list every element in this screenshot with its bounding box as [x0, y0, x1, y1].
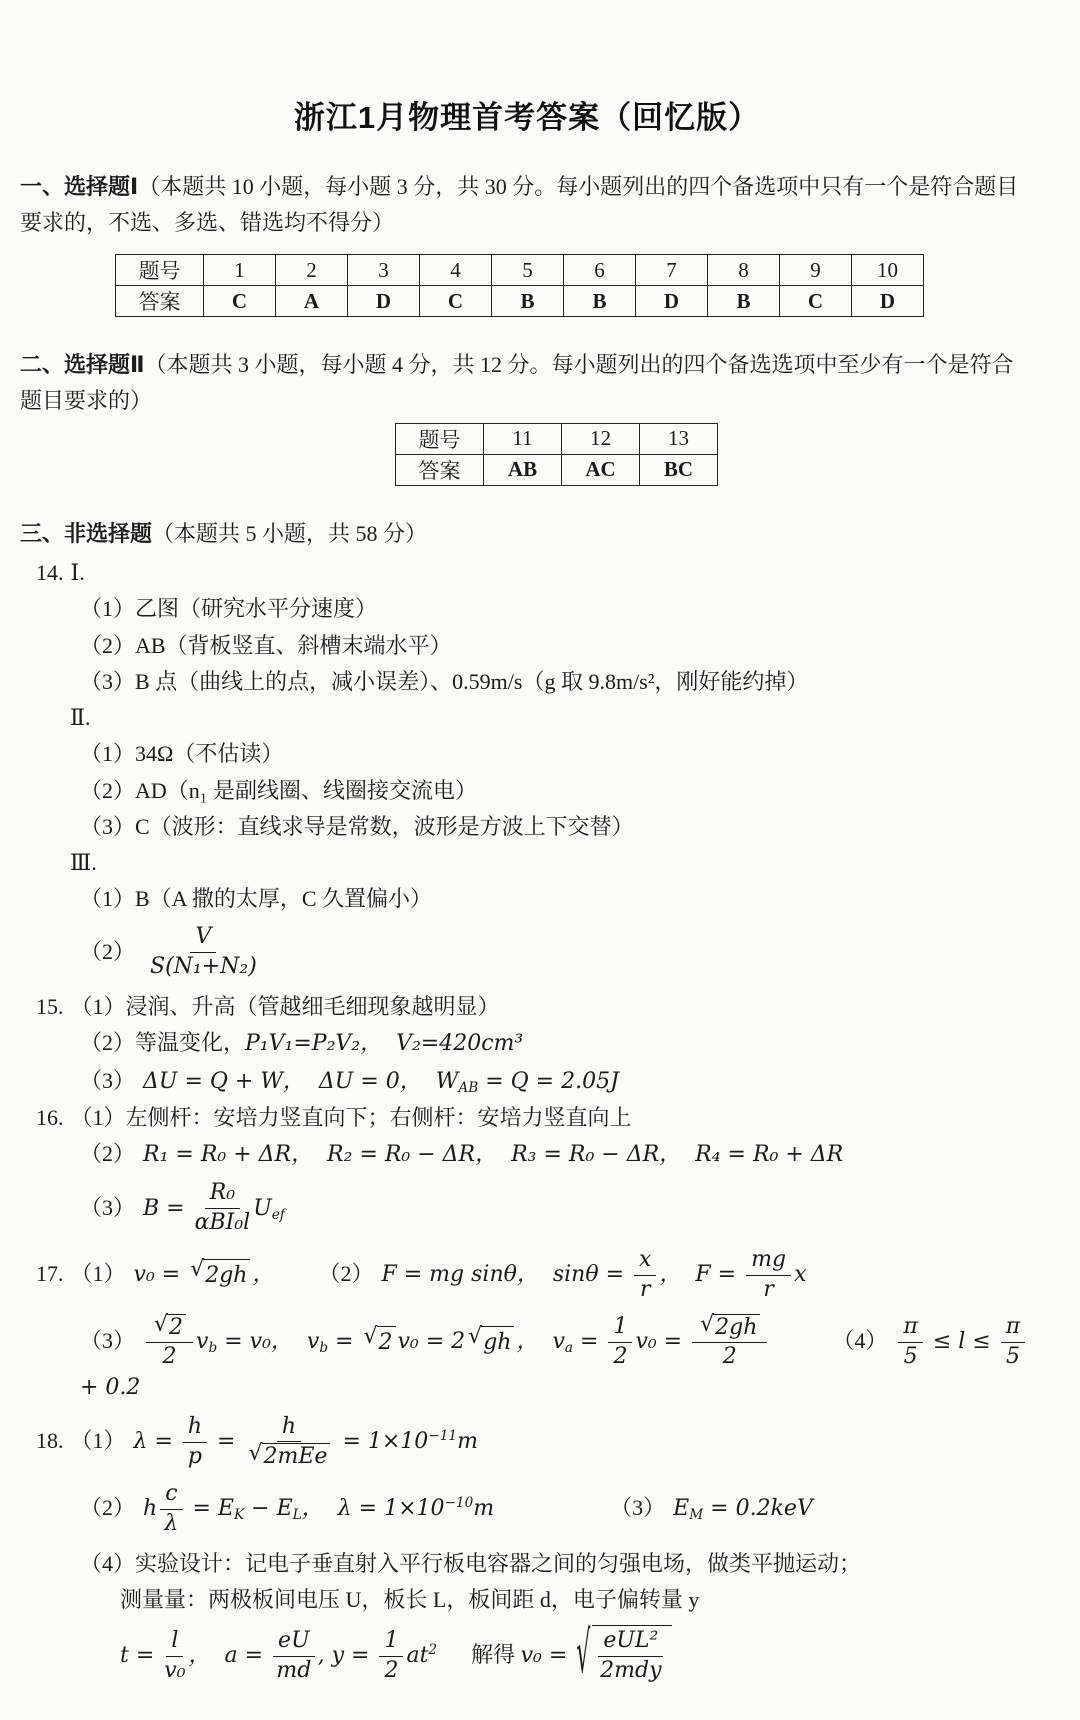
table-header-cell: 答案 — [116, 286, 204, 317]
math-token: √ — [363, 1324, 378, 1350]
formula-q18-1 — [70, 1413, 478, 1470]
part-roman-label: Ⅱ. — [70, 705, 91, 731]
math-token: − E — [244, 1496, 293, 1522]
math-token: gh — [481, 1326, 514, 1358]
math-token — [183, 1414, 207, 1471]
math-token: v₀ = — [133, 1262, 188, 1288]
math-token — [692, 1311, 767, 1344]
q17-item2 — [20, 1311, 1036, 1404]
math-token: = — [573, 1329, 606, 1355]
answer-text: （1）浸润、升高（管越细毛细现象越明显） — [70, 994, 500, 1020]
math-token: = v₀， v — [217, 1329, 320, 1355]
table-header-cell: 题号 — [396, 423, 484, 454]
answer-text: （1）乙图（研究水平分速度） — [80, 596, 378, 622]
math-token: AB — [458, 1079, 479, 1096]
q18-item2 — [20, 1481, 1034, 1538]
math-token — [608, 1314, 632, 1371]
q14-part1-item2 — [20, 630, 1034, 661]
math-token: 2 — [722, 1344, 737, 1370]
math-token: （2） — [80, 1141, 136, 1167]
math-token — [189, 1259, 250, 1291]
math-token: m — [473, 1496, 495, 1522]
answer-text: （3）C（波形：直线求导是常数，波形是方波上下交替） — [80, 813, 634, 839]
part-roman-label: Ⅲ. — [70, 850, 97, 875]
math-token: √ — [468, 1324, 483, 1350]
answer-text: （1）34Ω（不估读） — [80, 741, 284, 767]
math-token: −10 — [444, 1495, 474, 1512]
math-token: 1 — [379, 1628, 403, 1657]
table-cell: 7 — [636, 255, 708, 286]
formula-q17-1 — [70, 1246, 807, 1302]
q14-part3-item2 — [20, 924, 1034, 981]
math-token — [273, 1628, 315, 1685]
table-cell: 10 — [852, 255, 924, 286]
table-cell: 4 — [420, 255, 492, 286]
math-token: 2mdy — [600, 1658, 662, 1684]
math-token: U — [253, 1195, 272, 1221]
math-token: 2gh — [713, 1314, 760, 1342]
math-token: mg — [746, 1247, 791, 1276]
table-cell: 2 — [276, 255, 348, 286]
formula-q18-2 — [80, 1481, 813, 1536]
math-token: 2 — [613, 1343, 628, 1369]
q14-part2-item1 — [20, 738, 1034, 769]
section1-heading — [20, 169, 1034, 240]
math-token: = 1×10 — [335, 1429, 429, 1455]
math-token: 2 — [162, 1344, 177, 1370]
math-token: = E — [185, 1496, 234, 1522]
table-cell: 12 — [562, 423, 640, 454]
math-token: = Q = 2.05J — [478, 1068, 619, 1094]
table-answer-cell: B — [492, 286, 564, 317]
math-token: r — [639, 1276, 651, 1302]
math-token — [592, 1625, 672, 1687]
table-answer-cell: AC — [562, 454, 640, 485]
math-token — [692, 1311, 767, 1372]
question-number: 17. — [36, 1261, 64, 1287]
math-token — [164, 1628, 185, 1685]
math-token: t = — [120, 1643, 162, 1669]
math-token — [245, 1442, 332, 1471]
math-token: b — [319, 1340, 329, 1357]
math-token — [245, 1414, 332, 1472]
math-token: 2gh — [203, 1259, 250, 1291]
q14-part2-label-line — [20, 702, 1034, 733]
math-token: ， v — [516, 1329, 565, 1355]
math-token: c — [160, 1481, 182, 1510]
table-cell: 6 — [564, 255, 636, 286]
section1-answer-table — [115, 254, 924, 317]
math-token: v₀ — [164, 1657, 186, 1683]
table-cell: 3 — [348, 255, 420, 286]
table-cell: 1 — [204, 255, 276, 286]
table-answer-cell: D — [852, 286, 924, 317]
math-token: = — [328, 1329, 361, 1355]
math-token — [467, 1326, 514, 1358]
math-token — [699, 1311, 760, 1342]
formula-q16-2 — [80, 1142, 843, 1167]
math-token: m — [457, 1429, 478, 1455]
q14-part3-item1 — [20, 883, 1034, 914]
q18-item4 — [20, 1584, 1034, 1615]
math-token — [379, 1628, 403, 1685]
q14-part1-item3 — [20, 666, 1034, 697]
math-token: 5 — [1006, 1343, 1020, 1369]
math-token — [247, 1443, 330, 1471]
table-header-cell: 答案 — [396, 454, 484, 485]
math-token: （3） — [80, 1067, 136, 1093]
section2-label: 二、选择题Ⅱ — [20, 352, 145, 378]
table-cell: 8 — [708, 255, 780, 286]
math-token: h — [277, 1414, 301, 1443]
math-token: P₁V₁=P₂V₂， V₂=420cm³ — [245, 1031, 524, 1057]
section1-description: （本题共 10 小题，每小题 3 分，共 30 分。每小题列出的四个备选项中只有一个是符合题目要求的，不选、多选、错选均不得分） — [20, 174, 1019, 235]
math-token — [898, 1314, 922, 1371]
math-token: md — [276, 1657, 312, 1683]
q17-item1 — [20, 1247, 1034, 1304]
math-token — [153, 1311, 186, 1342]
math-token: ， a = — [188, 1643, 271, 1669]
q16-item1 — [20, 1102, 1034, 1133]
math-token: 5 — [903, 1343, 918, 1369]
question-number: 16. — [36, 1104, 64, 1130]
section2-heading — [20, 347, 1034, 418]
q14-part2-item3 — [20, 811, 1034, 842]
math-token: K — [234, 1507, 245, 1524]
math-token: = — [210, 1429, 243, 1455]
math-token — [195, 1180, 251, 1237]
formula-q16-3 — [80, 1180, 285, 1236]
answer-text: （2）AD（n₁ 是副线圈、线圈接交流电） — [80, 777, 477, 803]
table-row-answers — [116, 286, 924, 317]
math-token: v — [196, 1329, 209, 1355]
q16-item2 — [20, 1138, 1034, 1170]
answer-text: （1）B（A 撒的太厚，C 久置偏小） — [80, 886, 433, 912]
math-token: √ — [190, 1257, 205, 1283]
math-token: （3） — [80, 1328, 136, 1354]
table-answer-cell: C — [420, 286, 492, 317]
table-cell: 11 — [484, 423, 562, 454]
q18-item1 — [20, 1414, 1034, 1472]
math-token: 2 — [384, 1657, 399, 1683]
math-token: 2mEe — [262, 1443, 331, 1471]
math-token: √ — [700, 1311, 715, 1337]
math-token: −11 — [428, 1428, 458, 1445]
section3-heading — [20, 516, 1034, 552]
formula-q15-3 — [80, 1069, 619, 1094]
section2-answer-table — [395, 423, 718, 486]
math-token: 2 — [167, 1314, 186, 1342]
math-token: ， — [252, 1262, 275, 1288]
answer-text: （4）实验设计：记电子垂直射入平行板电容器之间的匀强电场，做类平抛运动； — [80, 1550, 862, 1576]
page-title: 浙江1月物理首考答案（回忆版） — [293, 100, 761, 135]
table-answer-cell: C — [204, 286, 276, 317]
table-header-cell: 题号 — [116, 255, 204, 286]
math-token: E — [673, 1496, 690, 1522]
math-token: （4） — [832, 1328, 888, 1354]
math-token: 2 — [428, 1641, 438, 1658]
math-token: = 0.2keV — [703, 1496, 813, 1522]
answer-text: （1）左侧杆：安培力竖直向下；右侧杆：安培力竖直向上 — [70, 1104, 632, 1130]
math-token: v₀ = 2 — [397, 1329, 466, 1355]
math-token: , y = — [317, 1643, 377, 1669]
math-token: （2）等温变化， — [80, 1030, 246, 1056]
answer-text: 测量量：两极板间电压 U，板长 L，板间距 d，电子偏转量 y — [120, 1587, 700, 1613]
q14-part3-label-line — [20, 847, 1034, 878]
math-token: （1） — [70, 1428, 126, 1454]
table-answer-cell: B — [564, 286, 636, 317]
math-token: （1） — [70, 1261, 126, 1287]
math-token: M — [689, 1507, 704, 1524]
table-answer-cell: A — [276, 286, 348, 317]
math-token: αBI₀l — [194, 1210, 251, 1236]
math-token: R₁ = R₀ + ΔR， R₂ = R₀ − ΔR， R₃ = R₀ − ΔR， R₄ = R₀ + ΔR — [143, 1142, 844, 1168]
math-token: ΔU = Q + W， ΔU = 0， W — [143, 1068, 459, 1094]
math-token: L — [292, 1507, 302, 1524]
math-token: v₀ = — [635, 1329, 690, 1355]
math-token: p — [187, 1443, 203, 1469]
formula-q18-5 — [120, 1622, 674, 1688]
q14-header-line — [20, 557, 1034, 588]
math-token: h — [183, 1414, 207, 1443]
math-token — [146, 1311, 193, 1372]
math-token: √ — [576, 1622, 591, 1688]
math-token: √ — [248, 1441, 263, 1467]
math-token: R₀ — [205, 1180, 240, 1209]
table-answer-cell: AB — [484, 454, 562, 485]
math-token: 2 — [377, 1326, 396, 1358]
q14-part2-item2 — [20, 775, 1034, 806]
math-token: π — [898, 1314, 922, 1343]
math-token: F = mg sinθ， sinθ = — [381, 1262, 632, 1288]
q18-item5 — [20, 1622, 1034, 1688]
math-token: ， λ = 1×10 — [301, 1496, 445, 1522]
math-token: eUL² — [598, 1628, 663, 1657]
table-answer-cell: BC — [640, 454, 718, 485]
math-token: √ — [154, 1311, 169, 1337]
math-token: + 0.2 — [80, 1329, 1036, 1401]
q15-item2 — [20, 1027, 1034, 1059]
table-cell: 5 — [492, 255, 564, 286]
math-token — [160, 1481, 182, 1538]
math-token: eU — [273, 1628, 315, 1657]
answer-text: （2）AB（背板竖直、斜槽末端水平） — [80, 632, 452, 658]
table-row-answers — [396, 454, 718, 485]
math-token — [598, 1628, 663, 1685]
math-token: r — [763, 1276, 774, 1302]
math-token: x — [634, 1247, 656, 1276]
table-answer-cell: D — [636, 286, 708, 317]
table-cell: 13 — [640, 423, 718, 454]
formula-q17-2 — [80, 1311, 1036, 1401]
math-token: （3） — [610, 1495, 666, 1521]
math-token: x — [794, 1262, 807, 1288]
math-token: V — [190, 924, 216, 953]
table-row-numbers — [116, 255, 924, 286]
section3-label: 三、非选择题 — [20, 520, 153, 546]
math-token: S(N₁+N₂) — [150, 954, 257, 980]
free-response-answers — [20, 557, 1034, 1687]
math-token: ef — [271, 1206, 285, 1223]
math-token — [362, 1326, 395, 1358]
section3-description: （本题共 5 小题，共 58 分） — [152, 520, 428, 546]
math-token — [146, 1311, 193, 1344]
math-token: （2） — [80, 1495, 136, 1521]
table-answer-cell: B — [708, 286, 780, 317]
question-number: 15. — [36, 994, 64, 1020]
math-token: λ — [164, 1510, 179, 1536]
section2-description: （本题共 3 小题，每小题 4 分，共 12 分。每小题列出的四个备选选项中至少有一个是符合题目要求的） — [20, 352, 1014, 413]
q18-item3 — [20, 1548, 1034, 1579]
math-token: λ = — [133, 1429, 180, 1455]
math-token: v₀ = — [520, 1643, 575, 1669]
q14-part1-item1 — [20, 593, 1034, 624]
math-token — [576, 1622, 672, 1688]
math-token: a — [564, 1340, 574, 1357]
formula-q15-2 — [80, 1031, 523, 1056]
formula-q14-3-2 — [80, 924, 260, 980]
math-token: B = — [143, 1195, 192, 1221]
math-token: l — [166, 1628, 183, 1657]
math-token: ≤ l ≤ — [925, 1329, 998, 1355]
math-token: h — [143, 1496, 158, 1522]
math-token — [1001, 1314, 1025, 1371]
math-token — [746, 1247, 791, 1304]
math-token: b — [208, 1340, 218, 1357]
math-token: （2） — [318, 1261, 374, 1287]
q15-item1 — [20, 991, 1034, 1022]
math-token: ， F = — [659, 1262, 744, 1288]
answer-text: （3）B 点（曲线上的点，减小误差）、0.59m/s（g 取 9.8m/s²，刚好能约掉） — [80, 668, 809, 694]
math-token: at — [406, 1643, 429, 1669]
math-token — [634, 1247, 656, 1304]
table-answer-cell: C — [780, 286, 852, 317]
section1-label: 一、选择题Ⅰ — [20, 174, 139, 199]
table-cell: 9 — [780, 255, 852, 286]
table-row-numbers — [396, 423, 718, 454]
q15-item3 — [20, 1065, 1034, 1097]
q16-item3 — [20, 1180, 1034, 1237]
math-token: （2） — [80, 938, 136, 964]
part-roman-label: Ⅰ. — [70, 560, 85, 586]
table-answer-cell: D — [348, 286, 420, 317]
question-number: 14. — [36, 560, 64, 586]
math-token: 1 — [608, 1314, 632, 1343]
math-token: π — [1001, 1314, 1025, 1343]
math-token: 解得 — [471, 1642, 521, 1668]
question-number: 18. — [36, 1428, 64, 1454]
math-token — [150, 924, 257, 981]
math-token: （3） — [80, 1194, 136, 1220]
